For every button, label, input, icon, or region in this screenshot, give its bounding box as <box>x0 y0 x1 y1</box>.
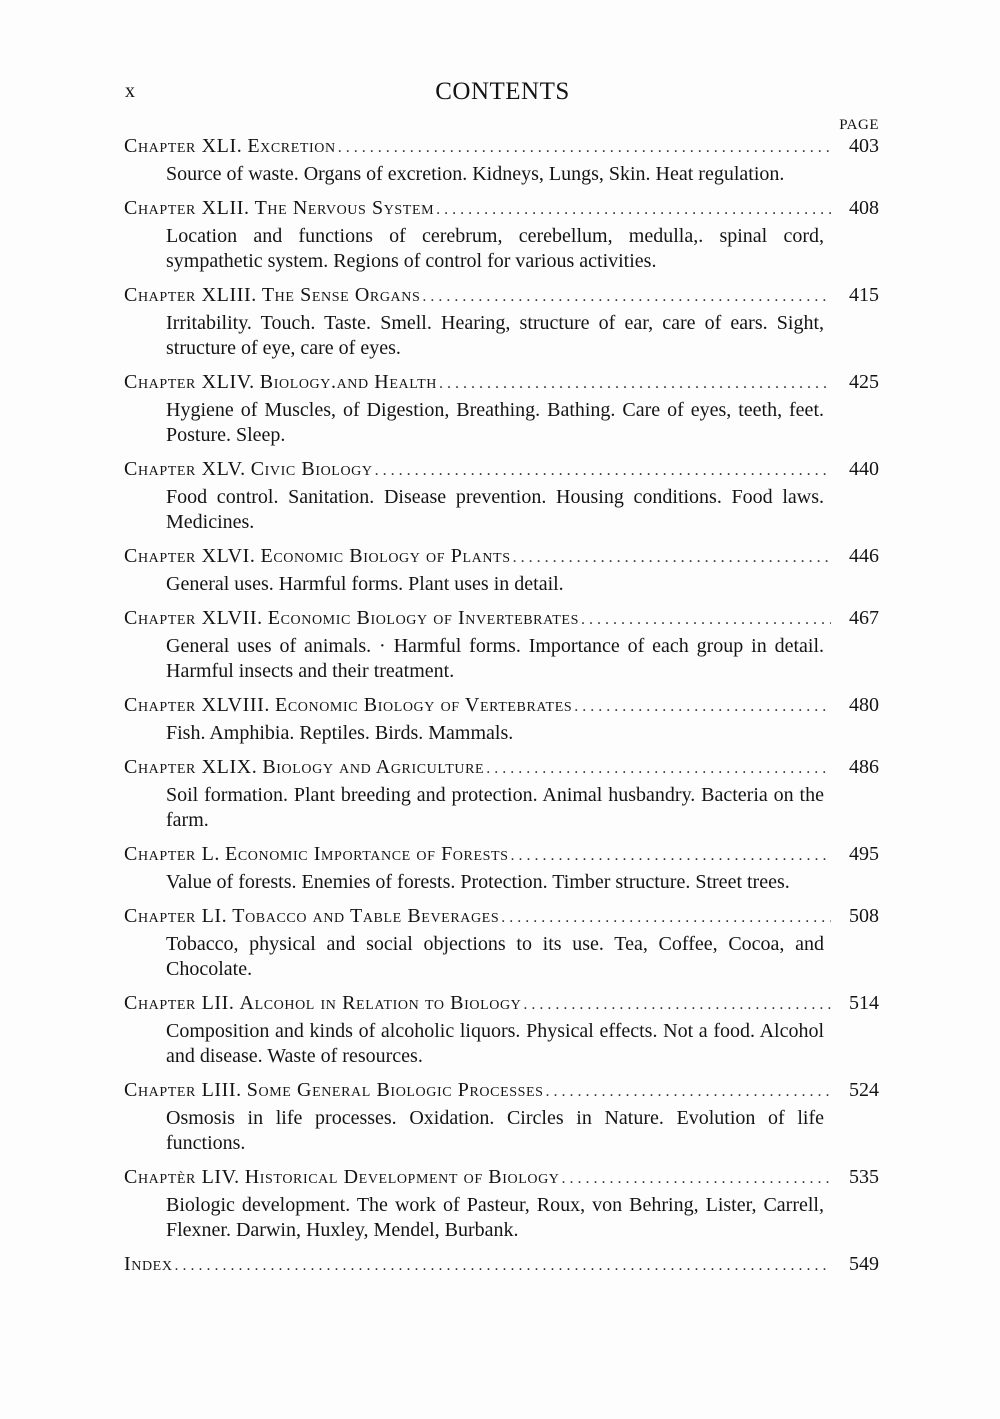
chapter-title: The Nervous System <box>254 197 435 219</box>
chapter-title: Economic Biology of Plants <box>260 545 511 567</box>
index-label: Index <box>124 1253 173 1275</box>
page-number: 415 <box>849 284 879 306</box>
page-number: 495 <box>849 843 879 865</box>
toc-entry-chapter-54 <box>124 1163 879 1243</box>
chapter-title: Tobacco and Table Beverages <box>232 905 500 927</box>
entry-line <box>124 542 879 572</box>
entry-line <box>124 1163 879 1193</box>
entry-line <box>124 691 879 721</box>
toc-entry-chapter-41 <box>124 132 879 187</box>
chapter-number: Chapter XLIII. <box>124 284 257 306</box>
entry-line <box>124 753 879 783</box>
entry-line <box>124 840 879 870</box>
chapter-number: Chapter XLVIII. <box>124 694 271 716</box>
dot-leader <box>581 606 831 634</box>
dot-leader <box>436 196 831 224</box>
chapter-title: Economic Biology of Invertebrates <box>267 607 579 629</box>
chapter-description: Food control. Sanitation. Disease prevention. Housing conditions. Food laws. Medicines. <box>166 486 824 533</box>
entry-line <box>124 902 879 932</box>
dot-leader <box>546 1078 831 1106</box>
chapter-number: Chapter XLII. <box>124 197 250 219</box>
toc-entry-chapter-42 <box>124 194 879 274</box>
toc-entry-chapter-46 <box>124 542 879 597</box>
chapter-title: Some General Biologic Processes <box>246 1079 544 1101</box>
chapter-title: Economic Importance of Forests <box>225 843 509 865</box>
dot-leader <box>501 904 831 932</box>
chapter-title: Excretion <box>247 135 336 157</box>
chapter-description: Location and functions of cerebrum, cerebellum, medulla,. spinal cord, sympathetic system. Regions of control for various activities. <box>166 225 824 272</box>
page-number: 486 <box>849 756 879 778</box>
chapter-description: Value of forests. Enemies of forests. Protection. Timber structure. Street trees. <box>166 871 790 893</box>
dot-leader <box>422 283 831 311</box>
entry-line <box>124 1250 879 1280</box>
entry-line <box>124 194 879 224</box>
chapter-description: Composition and kinds of alcoholic liquors. Physical effects. Not a food. Alcohol and disease. Waste of resources. <box>166 1020 824 1067</box>
toc-entry-chapter-47 <box>124 604 879 684</box>
chapter-description: Irritability. Touch. Taste. Smell. Hearing, structure of ear, care of ears. Sight, structure of eye, care of eyes. <box>166 312 824 359</box>
chapter-title: Historical Development of Biology <box>244 1166 560 1188</box>
toc-entry-chapter-52 <box>124 989 879 1069</box>
page-number: 446 <box>849 545 879 567</box>
chapter-number: Chapter XLVI. <box>124 545 256 567</box>
page-header <box>125 78 880 114</box>
chapter-number: Chapter LII. <box>124 992 235 1014</box>
page-number: 535 <box>849 1166 879 1188</box>
page-number: 425 <box>849 371 879 393</box>
entry-line <box>124 604 879 634</box>
entry-line <box>124 132 879 162</box>
chapter-description: Hygiene of Muscles, of Digestion, Breathing. Bathing. Care of eyes, teeth, feet. Posture. Sleep. <box>166 399 824 446</box>
dot-leader <box>486 755 831 783</box>
page-number: 549 <box>849 1253 879 1275</box>
chapter-description: Biologic development. The work of Pasteur, Roux, von Behring, Lister, Carrell, Flexner. Darwin, Huxley, Mendel, Burbank. <box>166 1194 824 1241</box>
chapter-title: Economic Biology of Vertebrates <box>275 694 573 716</box>
chapter-description: Fish. Amphibia. Reptiles. Birds. Mammals. <box>166 722 514 744</box>
toc-entry-chapter-53 <box>124 1076 879 1156</box>
page-number: 408 <box>849 197 879 219</box>
dot-leader <box>375 457 831 485</box>
chapter-title: The Sense Organs <box>261 284 421 306</box>
chapter-number: Chapter XLI. <box>124 135 243 157</box>
toc-entry-chapter-49 <box>124 753 879 833</box>
chapter-title: Civic Biology <box>250 458 373 480</box>
toc-entry-chapter-51 <box>124 902 879 982</box>
page-number: 480 <box>849 694 879 716</box>
page-number: 467 <box>849 607 879 629</box>
chapter-number: Chapter LI. <box>124 905 228 927</box>
chapter-number: Chaptèr LIV. <box>124 1166 240 1188</box>
toc-entry-chapter-44 <box>124 368 879 448</box>
toc-entry-chapter-48 <box>124 691 879 746</box>
chapter-number: Chapter XLVII. <box>124 607 263 629</box>
dot-leader <box>511 842 831 870</box>
page-column-label: PAGE <box>839 117 879 133</box>
entry-line <box>124 989 879 1019</box>
dot-leader <box>523 991 831 1019</box>
page-number: 440 <box>849 458 879 480</box>
chapter-description: General uses of animals. · Harmful forms. Importance of each group in detail. Harmful insects and their treatment. <box>166 635 824 682</box>
dot-leader <box>513 544 831 572</box>
toc-entry-chapter-45 <box>124 455 879 535</box>
page-number: 524 <box>849 1079 879 1101</box>
page-number: 508 <box>849 905 879 927</box>
toc-entry-index <box>124 1250 879 1280</box>
page-number: 403 <box>849 135 879 157</box>
chapter-number: Chapter XLV. <box>124 458 246 480</box>
chapter-description: Osmosis in life processes. Oxidation. Circles in Nature. Evolution of life functions. <box>166 1107 824 1154</box>
toc-entry-chapter-43 <box>124 281 879 361</box>
dot-leader <box>574 693 831 721</box>
chapter-number: Chapter XLIV. <box>124 371 255 393</box>
dot-leader <box>338 134 831 162</box>
chapter-title: Biology and Agriculture <box>262 756 485 778</box>
chapter-title: Biology.and Health <box>259 371 437 393</box>
chapter-number: Chapter XLIX. <box>124 756 258 778</box>
entry-line <box>124 281 879 311</box>
page-numeral: x <box>125 80 135 102</box>
toc-entry-chapter-50 <box>124 840 879 895</box>
page-number: 514 <box>849 992 879 1014</box>
page-title: CONTENTS <box>435 78 570 105</box>
chapter-number: Chapter L. <box>124 843 221 865</box>
dot-leader <box>562 1165 832 1193</box>
chapter-description: General uses. Harmful forms. Plant uses in detail. <box>166 573 564 595</box>
chapter-number: Chapter LIII. <box>124 1079 242 1101</box>
entry-line <box>124 1076 879 1106</box>
dot-leader <box>175 1252 831 1280</box>
chapter-description: Soil formation. Plant breeding and protection. Animal husbandry. Bacteria on the farm. <box>166 784 824 831</box>
table-of-contents <box>124 132 879 1287</box>
chapter-description: Tobacco, physical and social objections to its use. Tea, Coffee, Cocoa, and Chocolate. <box>166 933 824 980</box>
chapter-title: Alcohol in Relation to Biology <box>239 992 522 1014</box>
dot-leader <box>439 370 831 398</box>
chapter-description: Source of waste. Organs of excretion. Kidneys, Lungs, Skin. Heat regulation. <box>166 163 785 185</box>
entry-line <box>124 368 879 398</box>
entry-line <box>124 455 879 485</box>
